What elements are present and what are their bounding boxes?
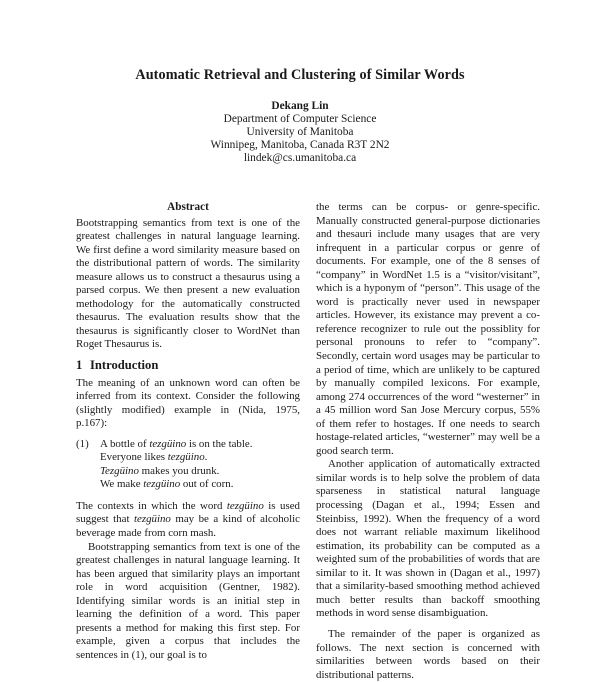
example-line: A bottle of tezgüino is on the table. — [100, 437, 253, 450]
introduction-heading — [76, 359, 300, 373]
example-1 — [76, 438, 300, 492]
example-word: tezgüino — [143, 478, 181, 491]
right-paragraph-3: The remainder of the paper is organized as follows. The next section is concerned with similarities between words based on their distributional patterns. — [316, 627, 540, 681]
right-column — [316, 201, 540, 682]
example-word: Tezgüino — [100, 464, 139, 477]
example-number: (1) — [76, 437, 89, 450]
example-word: tezgüino — [167, 451, 205, 464]
intro-paragraph-2: The contexts in which the word tezgüino is used suggest that tezgüino may be a kind of alcoholic beverage made from corn mash. — [76, 499, 300, 540]
intro-paragraph-1: The meaning of an unknown word can often be inferred from its context. Consider the following (slightly modified) example in (Nida, 1975, p.167): — [76, 376, 300, 430]
example-line: Everyone likes tezgüino. — [100, 451, 208, 464]
abstract-text: Bootstrapping semantics from text is one of the greatest challenges in natural language learning. We first define a word similarity measure based on the distributional pattern of words. The similarity measure allows us to construct a thesaurus using a parsed corpus. We then present a new evaluation methodology for the automatically constructed thesaurus. The evaluation results show that the thesaurus is significantly closer to WordNet than Roget Thesaurus is. — [76, 216, 300, 351]
affiliation-university: University of Manitoba — [246, 126, 354, 138]
inline-term: tezgüino — [133, 513, 171, 526]
right-paragraph-2: Another application of automatically extracted similar words is to help solve the problem of data sparseness in statistical natural language processing (Dagan et al., 1994; Essen and Steinbiss, 1992). When the frequency of a word does not warrant reliable maximum likelihood estimation, its probability can be computed as a weighted sum of the probabilities of words that are similar to it. It was shown in (Dagan et al., 1997) that a similarity-based smoothing method achieved much better results than backoff smoothing methods in word sense disambiguation. — [316, 458, 540, 620]
abstract-heading: Abstract — [167, 201, 209, 213]
affiliation-department: Department of Computer Science — [223, 113, 377, 125]
right-paragraph-1: the terms can be corpus- or genre-specific. Manually constructed general-purpose dictionaries and thesauri include many usages that are very infrequent in a particular corpus or genre of documents. For example, one of the 8 senses of “company” in WordNet 1.5 is a “visitor/visitant”, which is a hyponym of “person”. This usage of the word is practically never used in newspaper articles. However, its existance may prevent a co-reference recognizer to rule out the possiblity for personal pronouns to refer to “company”. Secondly, certain word usages may be particular to a period of time, which are unlikely to be captured by manually compiled lexicons. For example, among 274 occurrences of the word “westerner” in a 45 million word San Jose Mercury corpus, 55% of them refer to hostages. If one needs to search hostage-related articles, “westerner” may well be a good search term. — [316, 201, 540, 457]
example-line: Tezgüino makes you drunk. — [100, 464, 220, 477]
section-title: Introduction — [90, 358, 159, 373]
paper-title: Automatic Retrieval and Clustering of Similar Words — [135, 67, 465, 83]
author-name: Dekang Lin — [271, 100, 329, 112]
example-word: tezgüino — [149, 437, 187, 450]
intro-paragraph-3: Bootstrapping semantics from text is one of the greatest challenges in natural language learning. It has been argued that similarity plays an important role in word acquisition (Gentner, 1982). Identifying similar words is an initial step in learning the definition of a word. This paper presents a method for making this first step. For example, given a corpus that includes the sentences in (1), our goal is to — [76, 540, 300, 661]
affiliation-address: Winnipeg, Manitoba, Canada R3T 2N2 — [210, 139, 390, 151]
example-line: We make tezgüino out of corn. — [100, 478, 234, 491]
left-column — [76, 201, 300, 663]
section-number: 1 — [76, 358, 83, 373]
example-lines — [100, 438, 300, 492]
inline-term: tezgüino — [226, 499, 264, 512]
author-email: lindek@cs.umanitoba.ca — [243, 152, 357, 164]
